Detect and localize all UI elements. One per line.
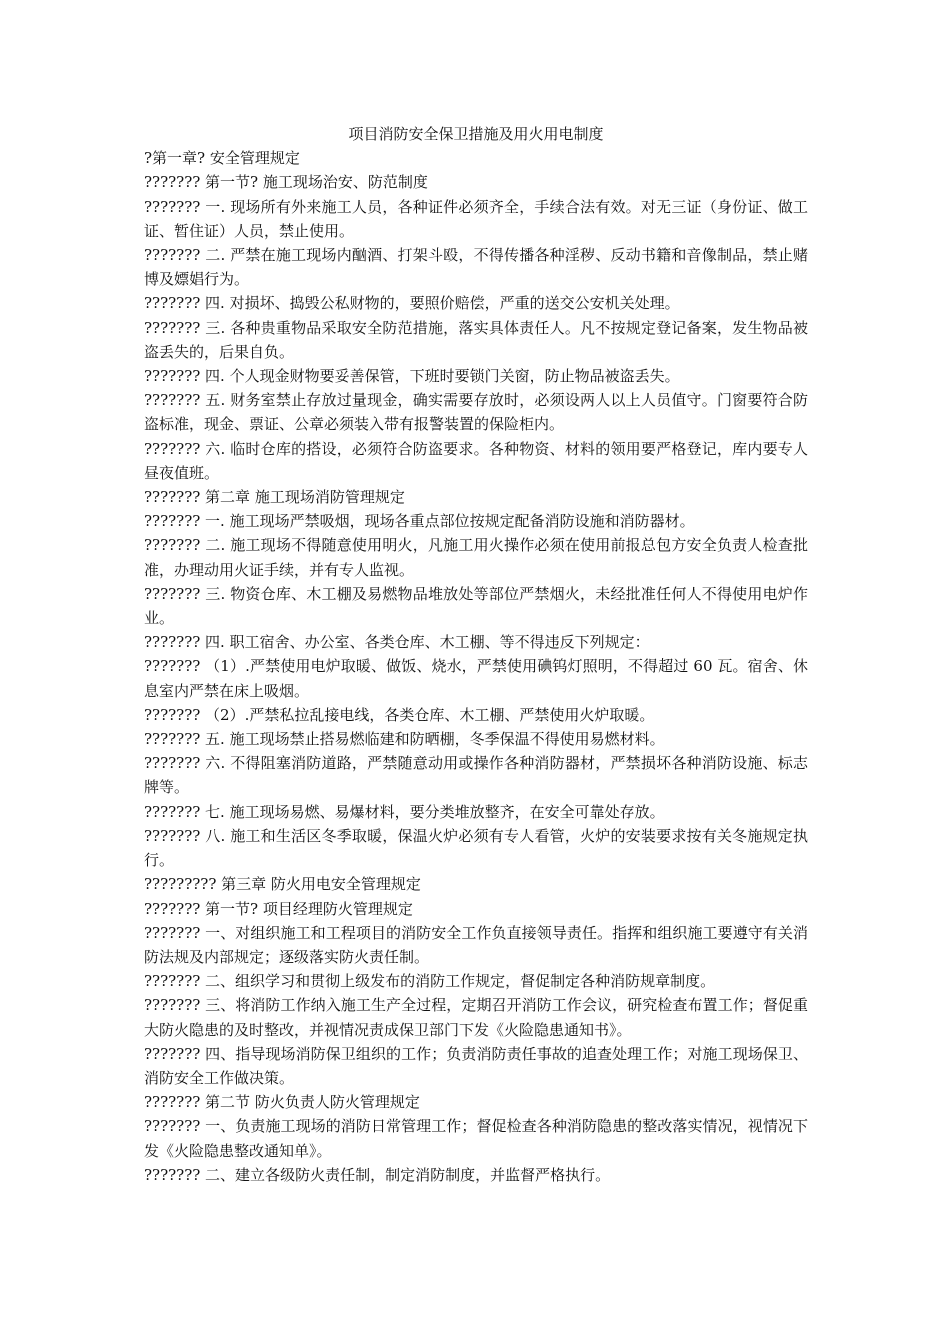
- paragraph: ??????? 二. 施工现场不得随意使用明火，凡施工用火操作必须在使用前报总包方安全负责人检查批准，办理动用火证手续，并有专人监视。: [144, 536, 808, 579]
- paragraph: ??????? 四. 个人现金财物要妥善保管，下班时要锁门关窗，防止物品被盗丢失。: [144, 367, 680, 386]
- paragraph: ??????? 五. 施工现场禁止搭易燃临建和防晒棚，冬季保温不得使用易燃材料。: [144, 730, 665, 749]
- paragraph: ??????? 第二章 施工现场消防管理规定: [144, 488, 405, 507]
- paragraph: ??????? （2）.严禁私拉乱接电线，各类仓库、木工棚、严禁使用火炉取暖。: [144, 705, 655, 724]
- paragraph: ??????? 第一节? 项目经理防火管理规定: [144, 899, 413, 918]
- paragraph: ??????? 一. 现场所有外来施工人员，各种证件必须齐全，手续合法有效。对无三证（身份证、做工证、暂住证）人员，禁止使用。: [144, 197, 808, 240]
- paragraph: ??????? 三、将消防工作纳入施工生产全过程，定期召开消防工作会议，研究检查布置工作；督促重大防火隐患的及时整改，并视情况责成保卫部门下发《火险隐患通知书》。: [144, 996, 808, 1039]
- paragraph: ??????? 第二节 防火负责人防火管理规定: [144, 1093, 420, 1112]
- paragraph: ??????? 五. 财务室禁止存放过量现金，确实需要存放时，必须设两人以上人员值守。门窗要符合防盗标准，现金、票证、公章必须装入带有报警装置的保险柜内。: [144, 391, 808, 434]
- paragraph: ????????? 第三章 防火用电安全管理规定: [144, 875, 421, 894]
- paragraph: ??????? 二. 严禁在施工现场内酗酒、打架斗殴，不得传播各种淫秽、反动书籍和音像制品，禁止赌博及嫖娼行为。: [144, 246, 808, 289]
- paragraph: ??????? 四. 职工宿舍、办公室、各类仓库、木工棚、等不得违反下列规定：: [144, 633, 650, 652]
- paragraph: ??????? 六. 临时仓库的搭设，必须符合防盗要求。各种物资、材料的领用要严格登记，库内要专人昼夜值班。: [144, 439, 808, 482]
- paragraph: ??????? 四. 对损坏、捣毁公私财物的，要照价赔偿，严重的送交公安机关处理。: [144, 294, 680, 313]
- paragraph: ??????? 八. 施工和生活区冬季取暖，保温火炉必须有专人看管，火炉的安装要求按有关冬施规定执行。: [144, 826, 808, 870]
- paragraph: ??????? 一. 施工现场严禁吸烟，现场各重点部位按规定配备消防设施和消防器材。: [144, 512, 695, 531]
- paragraph: ??????? （1）.严禁使用电炉取暖、做饭、烧水，严禁使用碘钨灯照明，不得超过 60 瓦。宿舍、休息室内严禁在床上吸烟。: [144, 657, 808, 700]
- paragraph: ??????? 六. 不得阻塞消防道路，严禁随意动用或操作各种消防器材，严禁损坏各种消防设施、标志牌等。: [144, 754, 808, 797]
- paragraph: ??????? 七. 施工现场易燃、易爆材料，要分类堆放整齐，在安全可靠处存放。: [144, 802, 665, 821]
- paragraph: ??????? 二、组织学习和贯彻上级发布的消防工作规定，督促制定各种消防规章制度。: [144, 972, 716, 991]
- paragraph: ??????? 三. 各种贵重物品采取安全防范措施，落实具体责任人。凡不按规定登记备案，发生物品被盗丢失的，后果自负。: [144, 318, 808, 361]
- document-body: [144, 122, 808, 1187]
- paragraph: ?第一章? 安全管理规定: [144, 149, 300, 168]
- paragraph: ??????? 三. 物资仓库、木工棚及易燃物品堆放处等部位严禁烟火，未经批准任何人不得使用电炉作业。: [144, 584, 808, 628]
- paragraph: ??????? 一、负责施工现场的消防日常管理工作；督促检查各种消防隐患的整改落实情况，视情况下发《火险隐患整改通知单》。: [144, 1117, 808, 1160]
- paragraph: ??????? 四、指导现场消防保卫组织的工作；负责消防责任事故的追查处理工作；对施工现场保卫、消防安全工作做决策。: [144, 1044, 808, 1087]
- paragraph: ??????? 一、对组织施工和工程项目的消防安全工作负直接领导责任。指挥和组织施工要遵守有关消防法规及内部规定；逐级落实防火责任制。: [144, 923, 808, 966]
- paragraph: ??????? 第一节? 施工现场治安、防范制度: [144, 173, 428, 192]
- document-title: 项目消防安全保卫措施及用火用电制度: [348, 125, 604, 143]
- paragraph: ??????? 二、建立各级防火责任制，制定消防制度，并监督严格执行。: [144, 1165, 611, 1184]
